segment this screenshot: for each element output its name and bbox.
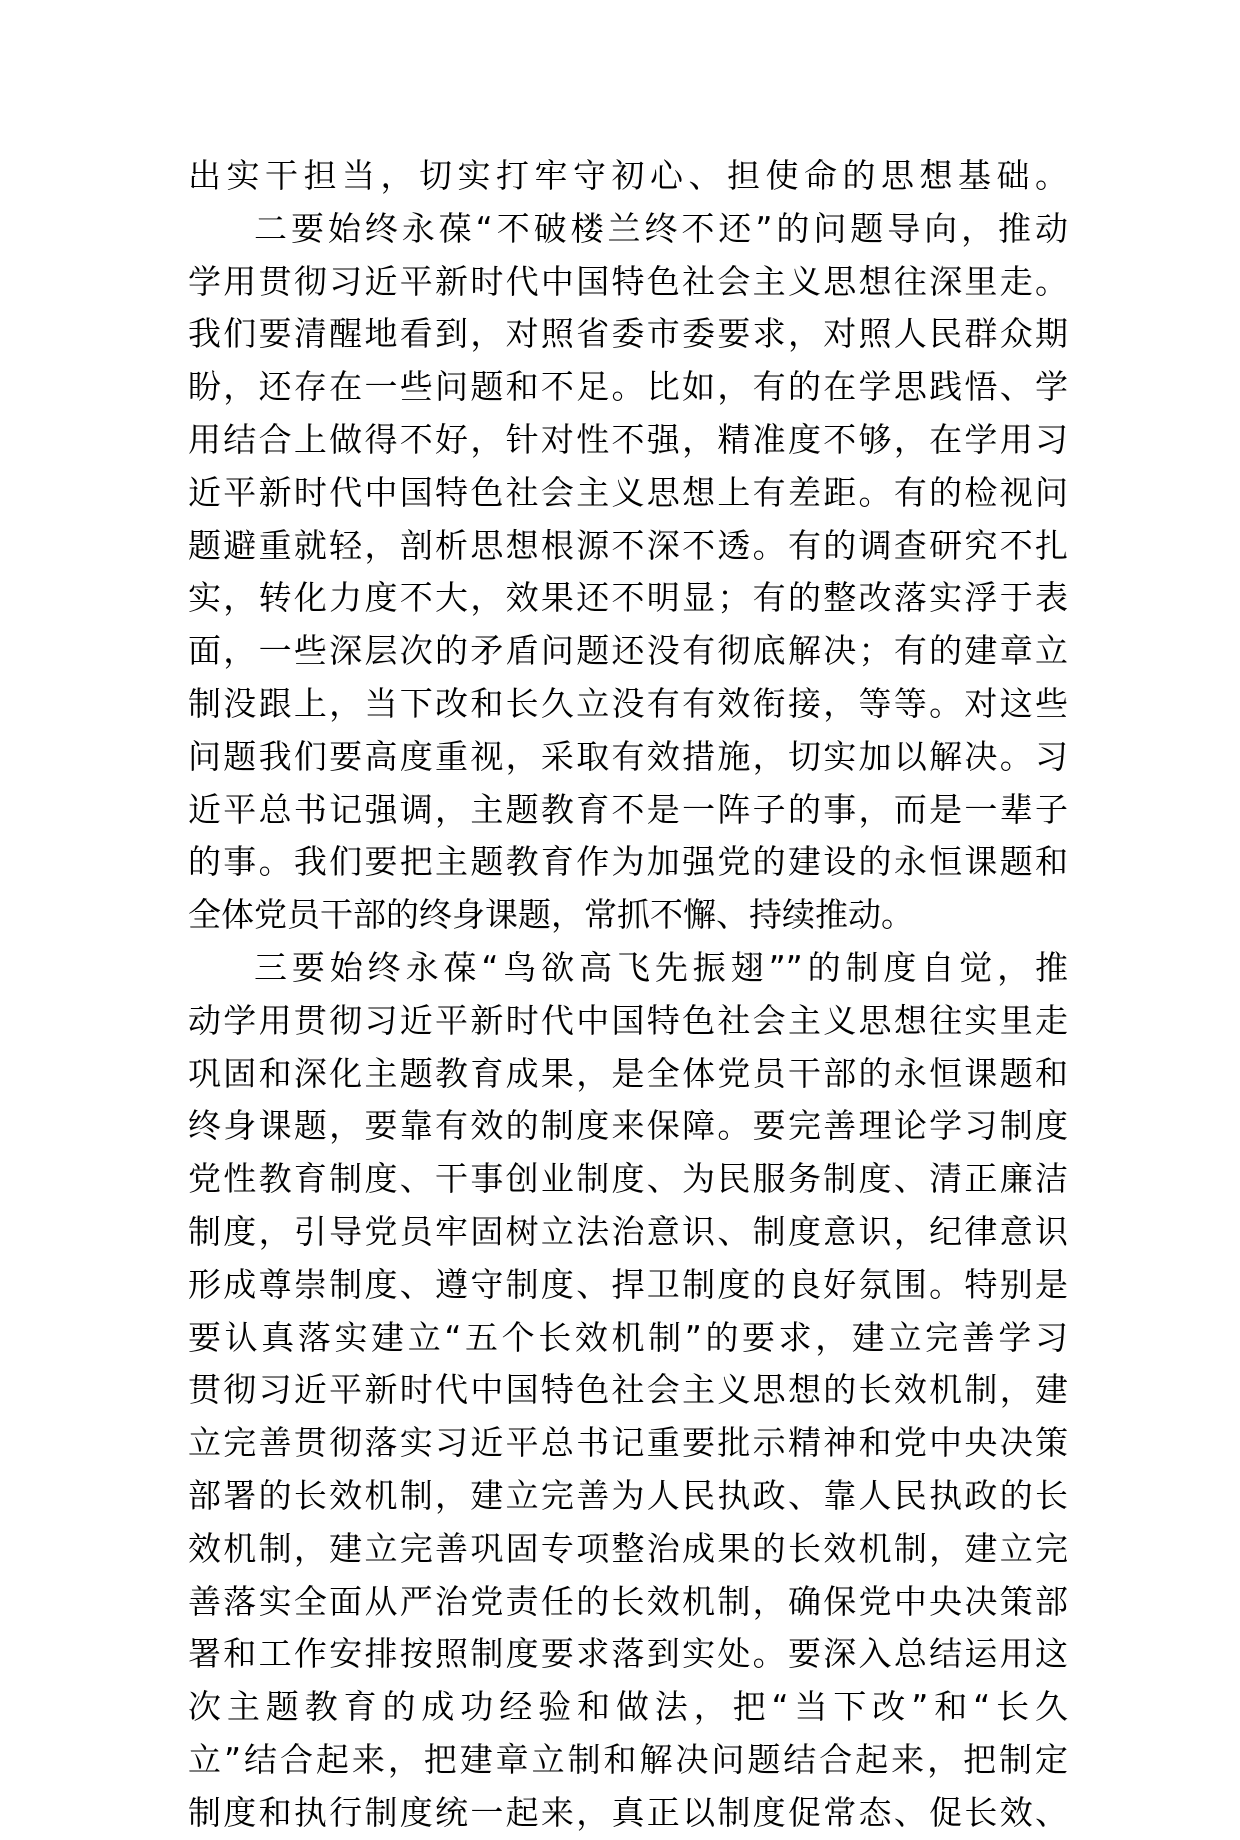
text-line: 制没跟上，当下改和长久立没有有效衔接，等等。对这些: [188, 683, 1068, 723]
text-line: 问题我们要高度重视，采取有效措施，切实加以解决。习: [188, 736, 1068, 776]
text-line: 立完善贯彻落实习近平总书记重要批示精神和党中央决策: [188, 1423, 1068, 1463]
text-line: 用结合上做得不好，针对性不强，精准度不够，在学用习: [188, 419, 1068, 459]
text-line: 盼，还存在一些问题和不足。比如，有的在学思践悟、学: [188, 367, 1068, 407]
text-line: 终身课题，要靠有效的制度来保障。要完善理论学习制度: [188, 1106, 1068, 1146]
text-line: 我们要清醒地看到，对照省委市委要求，对照人民群众期: [188, 314, 1068, 354]
text-line: 形成尊崇制度、遵守制度、捍卫制度的良好氛围。特别是: [188, 1264, 1068, 1304]
text-line: 巩固和深化主题教育成果，是全体党员干部的永恒课题和: [188, 1053, 1068, 1093]
text-line: 实，转化力度不大，效果还不明显；有的整改落实浮于表: [188, 578, 1068, 618]
text-line: 制度和执行制度统一起来，真正以制度促常态、促长效、: [188, 1792, 1068, 1832]
text-line: 贯彻习近平新时代中国特色社会主义思想的长效机制，建: [188, 1370, 1068, 1410]
text-line: 效机制，建立完善巩固专项整治成果的长效机制，建立完: [188, 1528, 1068, 1568]
text-line: 动学用贯彻习近平新时代中国特色社会主义思想往实里走: [188, 1000, 1068, 1040]
text-line: 近平新时代中国特色社会主义思想上有差距。有的检视问: [188, 472, 1068, 512]
text-line: 善落实全面从严治党责任的长效机制，确保党中央决策部: [188, 1581, 1068, 1621]
text-line: 部署的长效机制，建立完善为人民执政、靠人民执政的长: [188, 1475, 1068, 1515]
text-line: 题避重就轻，剖析思想根源不深不透。有的调查研究不扎: [188, 525, 1068, 565]
text-line: 次主题教育的成功经验和做法，把“当下改”和“长久: [188, 1687, 1068, 1727]
text-line: 学用贯彻习近平新时代中国特色社会主义思想往深里走。: [188, 261, 1068, 301]
text-line: 立”结合起来，把建章立制和解决问题结合起来，把制定: [188, 1739, 1068, 1779]
text-line: 署和工作安排按照制度要求落到实处。要深入总结运用这: [188, 1634, 1068, 1674]
body-text: [188, 150, 1068, 1840]
paragraph-2-start: 二要始终永葆“不破楼兰终不还”的问题导向，推动: [254, 208, 1068, 248]
text-line: 面，一些深层次的矛盾问题还没有彻底解决；有的建章立: [188, 631, 1068, 671]
text-line: 出实干担当，切实打牢守初心、担使命的思想基础。: [188, 156, 1068, 195]
text-line: 全体党员干部的终身课题，常抓不懈、持续推动。: [188, 895, 914, 935]
text-line: 制度，引导党员牢固树立法治意识、制度意识，纪律意识: [188, 1211, 1068, 1251]
text-line: 要认真落实建立“五个长效机制”的要求，建立完善学习: [188, 1317, 1068, 1357]
text-line: 的事。我们要把主题教育作为加强党的建设的永恒课题和: [188, 842, 1068, 882]
text-line: 党性教育制度、干事创业制度、为民服务制度、清正廉洁: [188, 1159, 1068, 1199]
paragraph-3-start: 三要始终永葆“鸟欲高飞先振翅””的制度自觉，推: [254, 947, 1068, 987]
text-line: 近平总书记强调，主题教育不是一阵子的事，而是一辈子: [188, 789, 1068, 829]
